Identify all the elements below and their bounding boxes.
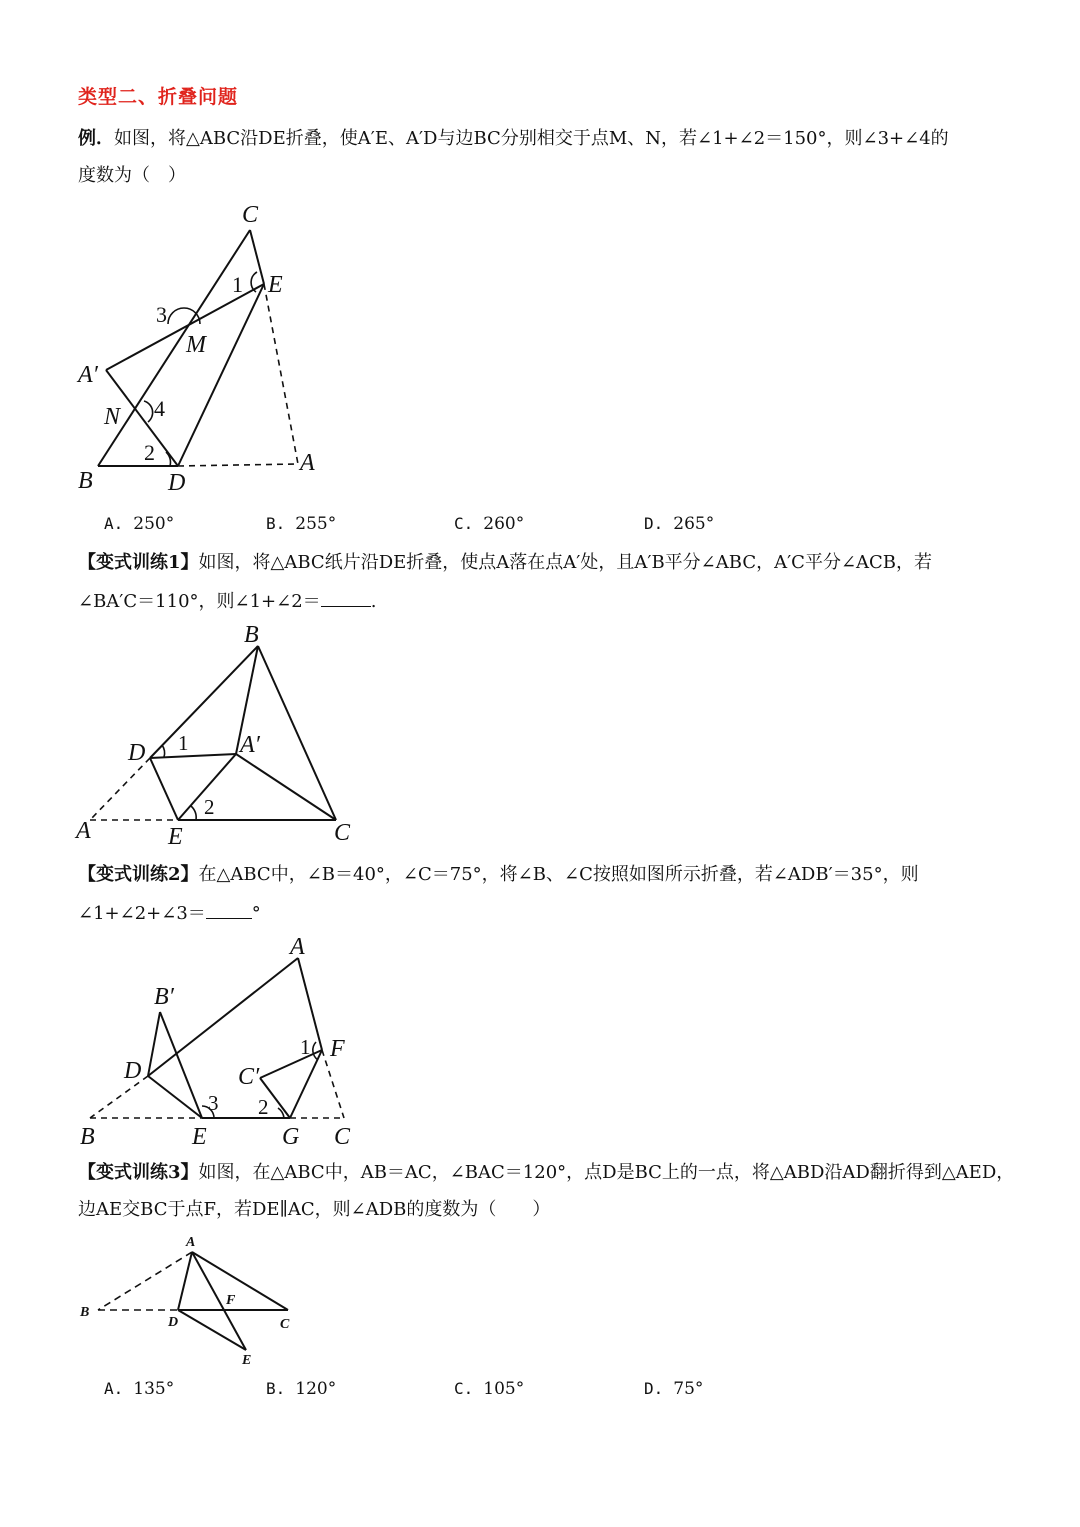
- label-C: C: [334, 1124, 351, 1150]
- option-key: D.: [644, 1379, 664, 1398]
- angle-arc-2: [191, 806, 196, 820]
- variant3-question-line2: 边AE交BC于点F，若DE∥AC，则∠ADB的度数为（ ）: [78, 1199, 551, 1220]
- variant2-label: 【变式训练2】: [78, 864, 199, 885]
- variant2-question-line1: [78, 864, 919, 886]
- angle-arc-4: [144, 401, 153, 422]
- dashed-AB: [98, 1252, 192, 1310]
- segment-DA-prime: [150, 754, 236, 758]
- answer-blank[interactable]: [206, 902, 252, 919]
- label-B-prime: B′: [154, 984, 174, 1010]
- option-key: B.: [266, 1379, 286, 1398]
- variant2-text-end: °: [251, 903, 261, 924]
- label-D: D: [168, 470, 186, 496]
- label-F: F: [226, 1293, 236, 1308]
- segment-AC: [192, 1252, 288, 1310]
- option-value: 135°: [133, 1379, 175, 1399]
- label-A: A: [76, 818, 91, 844]
- option-value: 260°: [483, 514, 525, 534]
- dashed-DA: [178, 464, 298, 466]
- segment-DE: [150, 758, 178, 820]
- label-E: E: [242, 1353, 252, 1368]
- label-angle-4: 4: [154, 396, 165, 421]
- label-M: M: [186, 332, 206, 358]
- label-F: F: [330, 1036, 345, 1062]
- example-text-1: 如图，将△ABC沿DE折叠，使A′E、A′D与边BC分别相交于点M、N，若∠1+∠2＝150°，则∠3+∠4的: [114, 128, 949, 149]
- answer-blank[interactable]: [321, 590, 371, 607]
- option-key: C.: [454, 514, 474, 533]
- dashed-DA: [90, 758, 150, 820]
- option-key: D.: [644, 514, 664, 533]
- segment-AE: [192, 1252, 246, 1350]
- variant3-option-d[interactable]: [644, 1379, 703, 1399]
- variant1-question-line1: [78, 552, 932, 574]
- example-question-line2: 度数为（ ）: [78, 165, 186, 186]
- variant3-option-c[interactable]: [454, 1379, 524, 1399]
- angle-arc-1: [313, 1042, 318, 1060]
- label-G: G: [282, 1124, 300, 1150]
- label-angle-1: 1: [178, 731, 189, 755]
- variant3-option-a[interactable]: [104, 1379, 174, 1399]
- label-B: B: [80, 1124, 95, 1150]
- variant3-text-1: 如图，在△ABC中，AB＝AC，∠BAC＝120°，点D是BC上的一点，将△ABD沿AD翻折得到△AED，: [198, 1162, 1015, 1183]
- variant2-figure: [70, 930, 370, 1155]
- variant1-label: 【变式训练1】: [78, 552, 199, 573]
- option-value: 265°: [673, 514, 715, 534]
- label-C-prime: C′: [238, 1064, 260, 1090]
- segment-DE: [178, 284, 264, 466]
- label-E: E: [192, 1124, 207, 1150]
- segment-DB-prime: [148, 1012, 160, 1076]
- variant1-text-end: .: [370, 591, 377, 612]
- label-A: A: [186, 1235, 196, 1250]
- label-B: B: [80, 1305, 90, 1320]
- example-label: 例．: [78, 128, 114, 149]
- label-D: D: [128, 740, 146, 766]
- option-value: 105°: [483, 1379, 525, 1399]
- segment-AD: [178, 1252, 192, 1310]
- variant3-option-b[interactable]: [266, 1379, 336, 1399]
- variant3-question-line1: [78, 1162, 1014, 1184]
- label-C: C: [280, 1317, 290, 1332]
- dashed-EA: [264, 284, 298, 464]
- segment-CB: [98, 230, 250, 466]
- variant3-label: 【变式训练3】: [78, 1162, 199, 1183]
- option-key: A.: [104, 1379, 124, 1398]
- label-C: C: [334, 820, 351, 846]
- example-option-b[interactable]: [266, 514, 336, 534]
- example-question-line1: [78, 128, 949, 150]
- label-B: B: [78, 468, 93, 494]
- example-figure: [70, 196, 330, 496]
- variant2-text-1: 在△ABC中，∠B＝40°，∠C＝75°，将∠B、∠C按照如图所示折叠，若∠ADB′＝35°，则: [198, 864, 919, 885]
- label-angle-3: 3: [208, 1091, 219, 1115]
- section-heading: 类型二、折叠问题: [78, 86, 239, 108]
- option-key: B.: [266, 514, 286, 533]
- label-B: B: [244, 622, 259, 648]
- label-angle-2: 2: [258, 1095, 269, 1119]
- label-D: D: [124, 1058, 142, 1084]
- label-angle-1: 1: [232, 272, 243, 297]
- label-A-prime: A′: [78, 362, 98, 388]
- label-C: C: [242, 202, 259, 228]
- label-A-prime: A′: [240, 732, 260, 758]
- angle-arc-1: [162, 745, 165, 757]
- variant3-figure: [70, 1228, 310, 1368]
- variant1-text-2: ∠BA′C＝110°，则∠1+∠2＝: [78, 591, 321, 612]
- label-D: D: [168, 1315, 179, 1330]
- option-key: C.: [454, 1379, 474, 1398]
- option-value: 75°: [673, 1379, 704, 1399]
- label-angle-2: 2: [144, 440, 155, 465]
- variant2-text-2: ∠1+∠2+∠3＝: [78, 903, 206, 924]
- segment-AD: [148, 958, 298, 1076]
- option-value: 255°: [295, 514, 337, 534]
- example-option-d[interactable]: [644, 514, 714, 534]
- variant1-figure: [70, 618, 370, 853]
- variant2-question-line2: [78, 902, 261, 925]
- label-E: E: [168, 824, 183, 850]
- label-N: N: [104, 404, 121, 430]
- label-A: A: [290, 934, 305, 960]
- example-option-a[interactable]: [104, 514, 174, 534]
- label-angle-1: 1: [300, 1035, 311, 1059]
- option-key: A.: [104, 514, 124, 533]
- variant1-text-1: 如图，将△ABC纸片沿DE折叠，使点A落在点A′处，且A′B平分∠ABC，A′C平分∠ACB，若: [198, 552, 933, 573]
- label-angle-2: 2: [204, 795, 215, 819]
- option-value: 250°: [133, 514, 175, 534]
- label-E: E: [268, 272, 283, 298]
- label-angle-3: 3: [156, 302, 167, 327]
- example-option-c[interactable]: [454, 514, 524, 534]
- label-A: A: [300, 450, 315, 476]
- variant1-question-line2: [78, 590, 376, 613]
- option-value: 120°: [295, 1379, 337, 1399]
